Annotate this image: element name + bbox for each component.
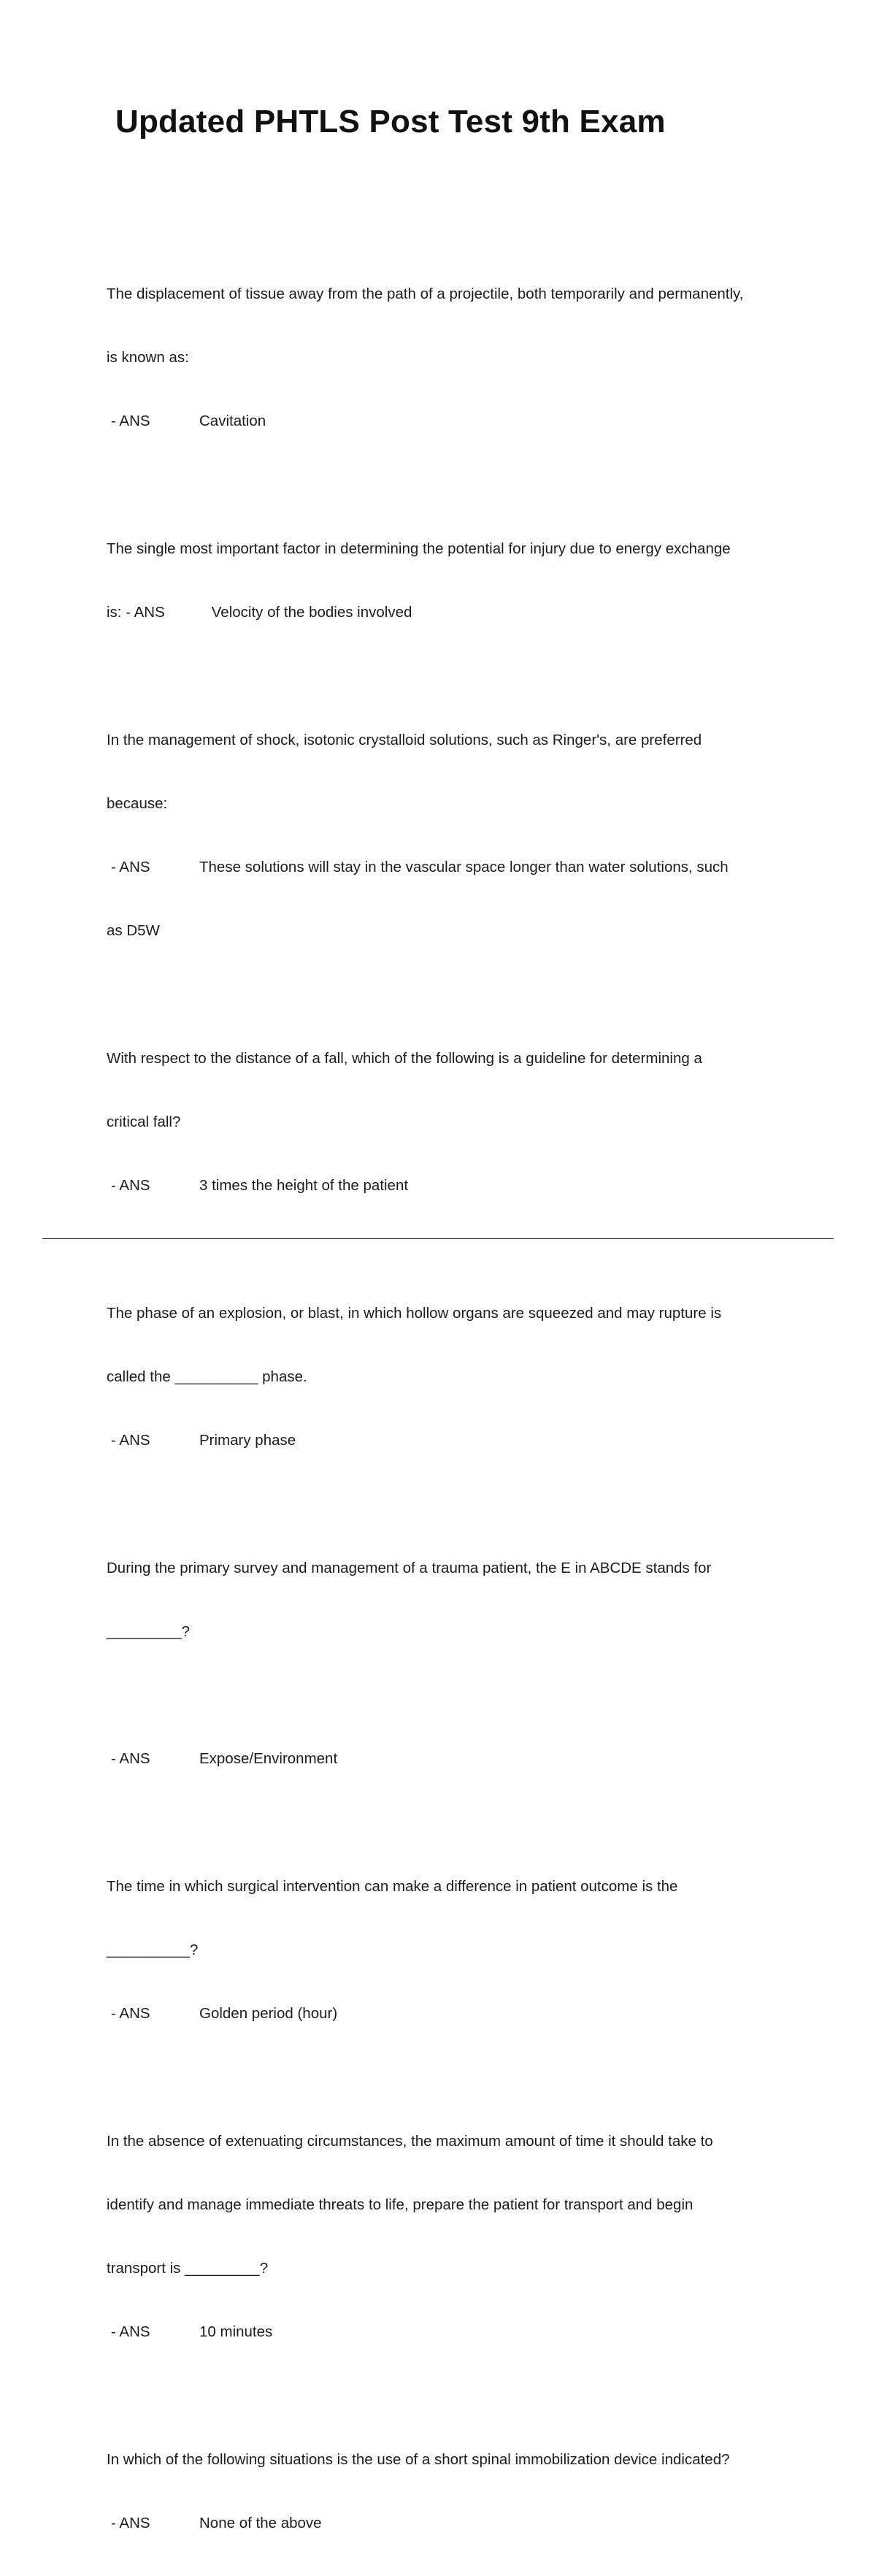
page-title: Updated PHTLS Post Test 9th Exam <box>115 104 666 139</box>
answer-text: Primary phase <box>199 1432 296 1449</box>
question-line: because: <box>107 795 168 812</box>
answer-continuation: as D5W <box>107 922 160 939</box>
ans-label: - ANS <box>111 2005 150 2022</box>
qa-item <box>107 241 796 474</box>
question-line: _________? <box>107 1623 191 1640</box>
answer-line <box>107 2321 796 2342</box>
answer-line <box>107 856 796 878</box>
question-line: is: <box>107 604 122 621</box>
ans-label: - ANS <box>111 859 150 875</box>
question-line: The displacement of tissue away from the path of a projectile, both temporarily and permanently, <box>107 285 744 302</box>
question-line: transport is _________? <box>107 2260 269 2277</box>
qa-item <box>107 2088 796 2385</box>
footer-divider <box>42 1238 834 1239</box>
qa-item <box>107 1833 796 2066</box>
answer-line <box>107 410 796 432</box>
question-line: In the absence of extenuating circumstances, the maximum amount of time it should take to <box>107 2133 713 2150</box>
question-line: critical fall? <box>107 1113 181 1130</box>
answer-text: None of the above <box>199 2515 322 2531</box>
ans-label: - ANS <box>126 604 165 621</box>
question-line: identify and manage immediate threats to life, prepare the patient for transport and begin <box>107 2196 694 2213</box>
answer-text: Velocity of the bodies involved <box>211 604 412 621</box>
question-line: The phase of an explosion, or blast, in which hollow organs are squeezed and may rupture is <box>107 1305 722 1322</box>
answer-line <box>107 2003 796 2024</box>
ans-label: - ANS <box>111 1750 150 1767</box>
qa-item <box>107 496 796 665</box>
question-line: In the management of shock, isotonic crystalloid solutions, such as Ringer's, are preferred <box>107 732 702 748</box>
qa-item <box>107 1515 796 1812</box>
question-line: The single most important factor in determining the potential for injury due to energy exchange <box>107 540 731 557</box>
answer-line <box>107 1175 796 1196</box>
blank-line <box>107 1684 796 1706</box>
question-line: called the __________ phase. <box>107 1368 307 1385</box>
ans-label: - ANS <box>111 1177 150 1194</box>
question-line: is known as: <box>107 349 189 366</box>
ans-label: - ANS <box>111 2515 150 2531</box>
qa-item <box>107 1260 796 1493</box>
ans-label: - ANS <box>111 413 150 429</box>
answer-text: Cavitation <box>199 413 266 429</box>
answer-text: Expose/Environment <box>199 1750 338 1767</box>
question-line: During the primary survey and management of a trauma patient, the E in ABCDE stands for <box>107 1560 712 1576</box>
question-line: In which of the following situations is the use of a short spinal immobilization device indicated? <box>107 2451 730 2468</box>
question-line: With respect to the distance of a fall, which of the following is a guideline for determining a <box>107 1050 702 1067</box>
answer-line <box>107 1430 796 1451</box>
answer-text: 3 times the height of the patient <box>199 1177 409 1194</box>
qa-item <box>107 2407 796 2576</box>
question-line: The time in which surgical intervention can make a difference in patient outcome is the <box>107 1878 678 1895</box>
qa-item <box>107 1005 796 1238</box>
ans-label: - ANS <box>111 2323 150 2340</box>
answer-text: 10 minutes <box>199 2323 273 2340</box>
answer-text: Golden period (hour) <box>199 2005 338 2022</box>
answer-line <box>107 602 796 623</box>
qa-item <box>107 687 796 984</box>
answer-line <box>107 2512 796 2534</box>
answer-line <box>107 1748 796 1769</box>
qa-list <box>107 241 796 2576</box>
question-line: __________? <box>107 1941 199 1958</box>
ans-label: - ANS <box>111 1432 150 1449</box>
answer-text: These solutions will stay in the vascular space longer than water solutions, such <box>199 859 729 875</box>
